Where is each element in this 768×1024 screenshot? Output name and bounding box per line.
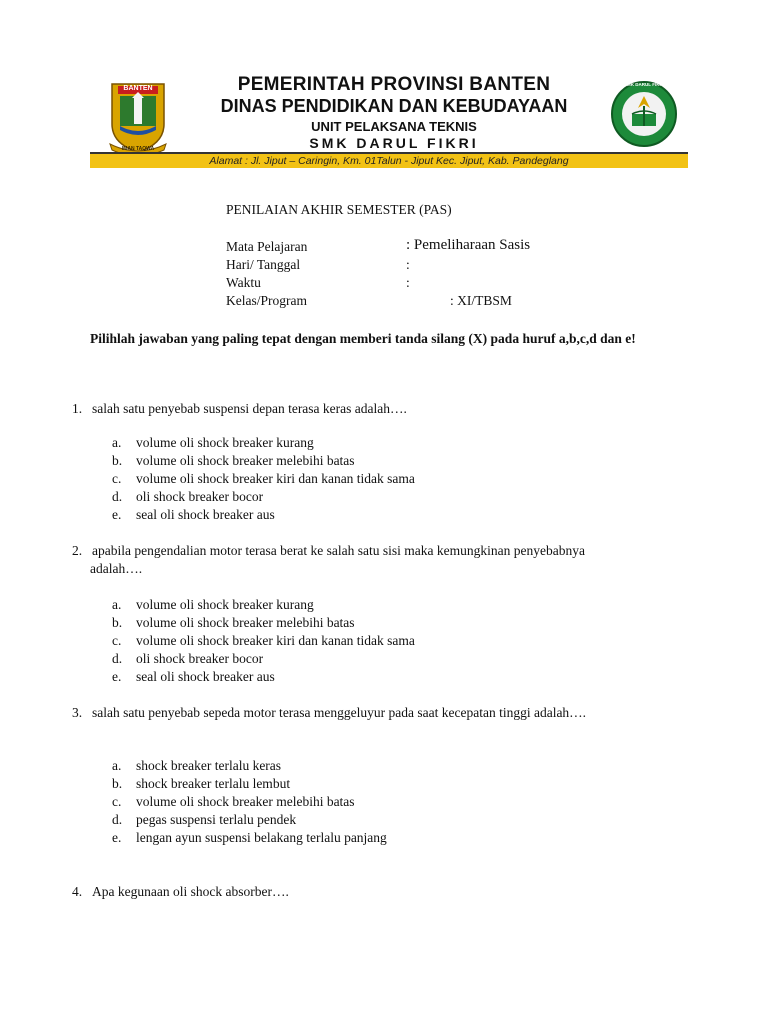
- option-letter: b.: [112, 453, 123, 468]
- option-text: oli shock breaker bocor: [136, 651, 264, 666]
- exam-title: PENILAIAN AKHIR SEMESTER (PAS): [226, 202, 452, 217]
- field-label-subject: Mata Pelajaran: [226, 239, 308, 254]
- field-value-time: :: [406, 275, 410, 290]
- option-letter: a.: [112, 758, 122, 773]
- header-school: SMK DARUL FIKRI: [309, 135, 479, 151]
- option-text: shock breaker terlalu lembut: [136, 776, 291, 791]
- question-text-continued: adalah….: [90, 561, 143, 576]
- header-government: PEMERINTAH PROVINSI BANTEN: [237, 74, 551, 95]
- option-text: volume oli shock breaker kurang: [136, 597, 314, 612]
- option-text: shock breaker terlalu keras: [136, 758, 282, 773]
- option-text: oli shock breaker bocor: [136, 489, 264, 504]
- field-value-subject: : Pemeliharaan Sasis: [406, 237, 531, 253]
- option-letter: b.: [112, 776, 123, 791]
- question-text: apabila pengendalian motor terasa berat ke salah satu sisi maka kemungkinan penyebabnya: [92, 543, 585, 558]
- option-text: volume oli shock breaker kiri dan kanan tidak sama: [136, 633, 415, 648]
- option-letter: e.: [112, 507, 122, 522]
- option-letter: d.: [112, 489, 123, 504]
- question-number: 4.: [72, 884, 83, 899]
- option-letter: c.: [112, 471, 122, 486]
- question-text: Apa kegunaan oli shock absorber….: [92, 884, 289, 899]
- option-letter: c.: [112, 794, 122, 809]
- option-letter: e.: [112, 669, 122, 684]
- instructions: Pilihlah jawaban yang paling tepat dengan memberi tanda silang (X) pada huruf a,b,c,d dan e!: [90, 331, 636, 346]
- school-logo: [610, 80, 678, 148]
- option-text: volume oli shock breaker kiri dan kanan tidak sama: [136, 471, 415, 486]
- address-bar: [90, 152, 688, 168]
- option-letter: b.: [112, 615, 123, 630]
- option-text: volume oli shock breaker kurang: [136, 435, 314, 450]
- option-letter: d.: [112, 812, 123, 827]
- question-number: 2.: [72, 543, 83, 558]
- option-letter: c.: [112, 633, 122, 648]
- option-text: pegas suspensi terlalu pendek: [136, 812, 297, 827]
- field-value-date: :: [406, 257, 410, 272]
- banten-logo: [106, 78, 170, 158]
- school-logo-text: SMK DARUL FIKRI: [624, 82, 664, 87]
- option-text: volume oli shock breaker melebihi batas: [136, 794, 355, 809]
- address-text: Alamat : Jl. Jiput – Caringin, Km. 01Talun - Jiput Kec. Jiput, Kab. Pandeglang: [209, 155, 569, 167]
- question-text: salah satu penyebab sepeda motor terasa menggeluyur pada saat kecepatan tinggi adalah….: [92, 705, 587, 720]
- header-department: DINAS PENDIDIKAN DAN KEBUDAYAAN: [220, 96, 568, 116]
- option-letter: a.: [112, 435, 122, 450]
- option-text: seal oli shock breaker aus: [136, 669, 275, 684]
- field-label-time: Waktu: [226, 275, 261, 290]
- field-label-date: Hari/ Tanggal: [226, 257, 301, 272]
- question-number: 1.: [72, 401, 83, 416]
- option-letter: a.: [112, 597, 122, 612]
- banten-logo-ribbon: IMAN TAQWA: [121, 146, 155, 152]
- option-text: lengan ayun suspensi belakang terlalu panjang: [136, 830, 387, 845]
- field-value-class: : XI/TBSM: [450, 293, 512, 308]
- question-number: 3.: [72, 705, 83, 720]
- field-label-class: Kelas/Program: [226, 293, 307, 308]
- option-letter: e.: [112, 830, 122, 845]
- option-letter: d.: [112, 651, 123, 666]
- question-text: salah satu penyebab suspensi depan terasa keras adalah….: [92, 401, 407, 416]
- option-text: seal oli shock breaker aus: [136, 507, 275, 522]
- option-text: volume oli shock breaker melebihi batas: [136, 615, 355, 630]
- banten-logo-text: BANTEN: [123, 85, 153, 92]
- option-text: volume oli shock breaker melebihi batas: [136, 453, 355, 468]
- header-unit: UNIT PELAKSANA TEKNIS: [311, 119, 477, 134]
